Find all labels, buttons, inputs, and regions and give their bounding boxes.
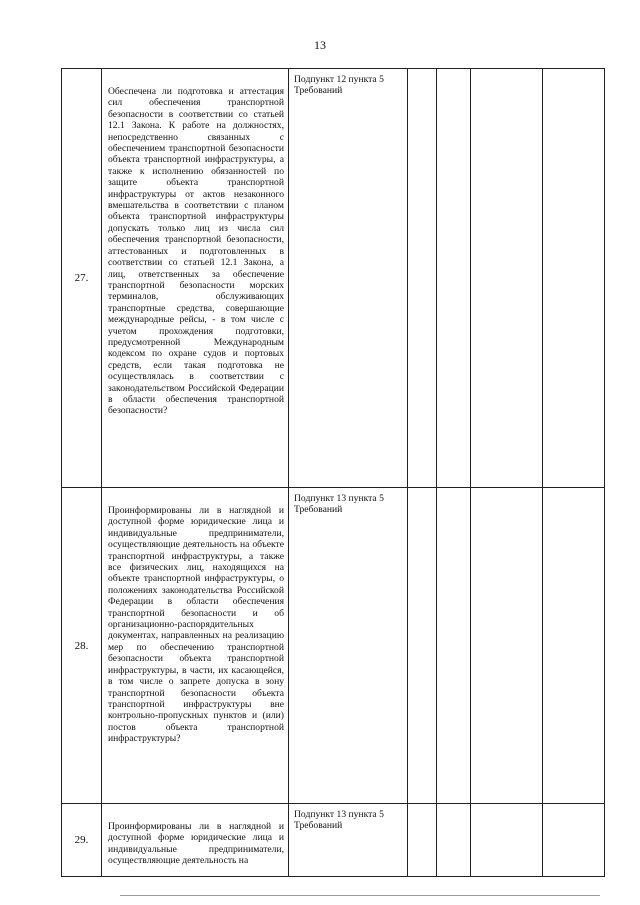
- reference-cell: Подпункт 12 пункта 5 Требований: [289, 69, 408, 488]
- note-cell[interactable]: [543, 804, 605, 877]
- question-cell: [102, 488, 289, 804]
- note-cell[interactable]: [543, 488, 605, 804]
- row-number: 27.: [62, 69, 102, 488]
- question-text: Обеспечена ли подготовка и аттестация сил обеспечения транспортной безопасности в соответствии со статьей 12.1 Закона. К работе на должностях, непосредственно связанных с обеспечением транспортной безопасности объекта транспортной инфраструктуры, а также к исполнению обязанностей по защите объекта транспортной инфраструктуры от актов незаконного вмешательства в соответствии с планом объекта транспортной инфраструктуры допускать только лиц из числа сил обеспечения транспортной безопасности, аттестованных и подготовленных в соответствии со статьей 12.1 Закона, а лиц, ответственных за обеспечение транспортной безопасности морских терминалов, обслуживающих транспортные средства, совершающие международные рейсы, - в том числе с учетом прохождения подготовки, предусмотренной Международным кодексом по охране судов и портовых средств, если такая подготовка не осуществлялась в соответствии с законодательством Российской Федерации в области обеспечения транспортной безопасности?: [108, 86, 284, 417]
- row-number: 28.: [62, 488, 102, 804]
- no-cell[interactable]: [437, 804, 471, 877]
- reference-cell: Подпункт 13 пункта 5 Требований: [289, 488, 408, 804]
- table-row: [62, 804, 605, 877]
- question-cell: [102, 69, 289, 488]
- checklist-table: [61, 68, 605, 877]
- no-cell[interactable]: [437, 488, 471, 804]
- reference-cell: Подпункт 13 пункта 5 Требований: [289, 804, 408, 877]
- yes-cell[interactable]: [408, 69, 437, 488]
- question-text: Проинформированы ли в наглядной и доступной форме юридические лица и индивидуальные предприниматели, осуществляющие деятельность на: [108, 821, 284, 867]
- note-cell[interactable]: [543, 69, 605, 488]
- scan-edge-line: [120, 895, 600, 896]
- question-cell: [102, 804, 289, 877]
- no-cell[interactable]: [437, 69, 471, 488]
- not-applicable-cell[interactable]: [471, 804, 543, 877]
- not-applicable-cell[interactable]: [471, 488, 543, 804]
- not-applicable-cell[interactable]: [471, 69, 543, 488]
- table-row: [62, 488, 605, 804]
- row-number: 29.: [62, 804, 102, 877]
- question-text: Проинформированы ли в наглядной и доступной форме юридические лица и индивидуальные предприниматели, осуществляющие деятельность на объекте транспортной инфраструктуры, а также все физических лиц, находящихся на объекте транспортной инфраструктуры, о положениях законодательства Российской Федерации в области обеспечения транспортной безопасности и об организационно-распорядительных документах, направленных на реализацию мер по обеспечению транспортной безопасности объекта транспортной инфраструктуры, в части, их касающейся, в том числе о запрете допуска в зону транспортной безопасности объекта транспортной инфраструктуры вне контрольно-пропускных пунктов и (или) постов объекта транспортной инфраструктуры?: [108, 505, 284, 745]
- page-number: 13: [314, 38, 326, 52]
- yes-cell[interactable]: [408, 804, 437, 877]
- yes-cell[interactable]: [408, 488, 437, 804]
- table-row: [62, 69, 605, 488]
